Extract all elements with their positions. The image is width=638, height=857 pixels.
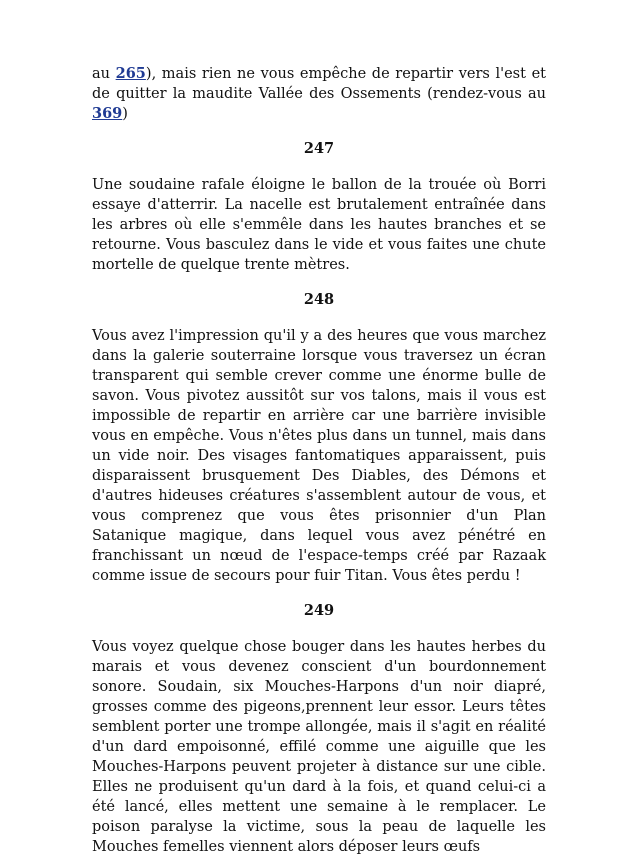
continuation-text-end: ) xyxy=(122,106,128,122)
section-text-249: Vous voyez quelque chose bouger dans les hautes herbes du marais et vous devenez conscient d'un bourdonnement sonore. Soudain, six Mouches-Harpons d'un noir diapré, grosses comme des pigeons,prennent leur essor. Leurs têtes semblent porter une trompe allongée, mais il s'agit en réalité d'un dard empoisonné, effilé comme une aiguille que les Mouches-Harpons peuvent projeter à distance sur une cible. Elles ne produisent qu'un dard à la fois, et quand celui-ci a été lancé, elles mettent une semaine à le remplacer. Le poison paralyse la victime, sous la peau de laquelle les Mouches femelles viennent alors déposer leurs œufs xyxy=(92,639,546,855)
spacer xyxy=(92,310,546,326)
spacer xyxy=(92,159,546,175)
spacer xyxy=(92,586,546,601)
spacer xyxy=(92,275,546,290)
book-page xyxy=(92,64,546,857)
section-number-248: 248 xyxy=(303,291,335,308)
section-text-248: Vous avez l'impression qu'il y a des heures que vous marchez dans la galerie souterraine lorsque vous traversez un écran transparent qui semble crever comme une énorme bulle de savon. Vous pivotez aussitôt sur vos talons, mais il vous est impossible de repartir en arrière car une barrière invisible vous en empêche. Vous n'êtes plus dans un tunnel, mais dans un vide noir. Des visages fantomatiques apparaissent, puis disparaissent brusquement Des Diables, des Démons et d'autres hideuses créatures s'assemblent autour de vous, et vous comprenez que vous êtes prisonnier d'un Plan Satanique magique, dans lequel vous avez pénétré en franchissant un nœud de l'espace-temps créé par Razaak comme issue de secours pour fuir Titan. Vous êtes perdu ! xyxy=(92,328,546,584)
link-369[interactable]: 369 xyxy=(92,105,123,122)
section-text-247: Une soudaine rafale éloigne le ballon de la trouée où Borri essaye d'atterrir. La nacelle est brutalement entraînée dans les arbres où elle s'emmêle dans les hautes branches et se retourne. Vous basculez dans le vide et vous faites une chute mortelle de quelque trente mètres. xyxy=(92,177,546,273)
continuation-paragraph xyxy=(92,64,546,124)
continuation-text-middle: ), mais rien ne vous empêche de repartir vers l'est et de quitter la maudite Vallée des Ossements (rendez-vous au xyxy=(92,66,546,102)
continuation-text-start: au xyxy=(92,66,116,82)
spacer xyxy=(92,124,546,139)
spacer xyxy=(92,621,546,637)
link-265[interactable]: 265 xyxy=(115,65,146,82)
section-number-247: 247 xyxy=(303,140,335,157)
section-number-249: 249 xyxy=(303,602,335,619)
